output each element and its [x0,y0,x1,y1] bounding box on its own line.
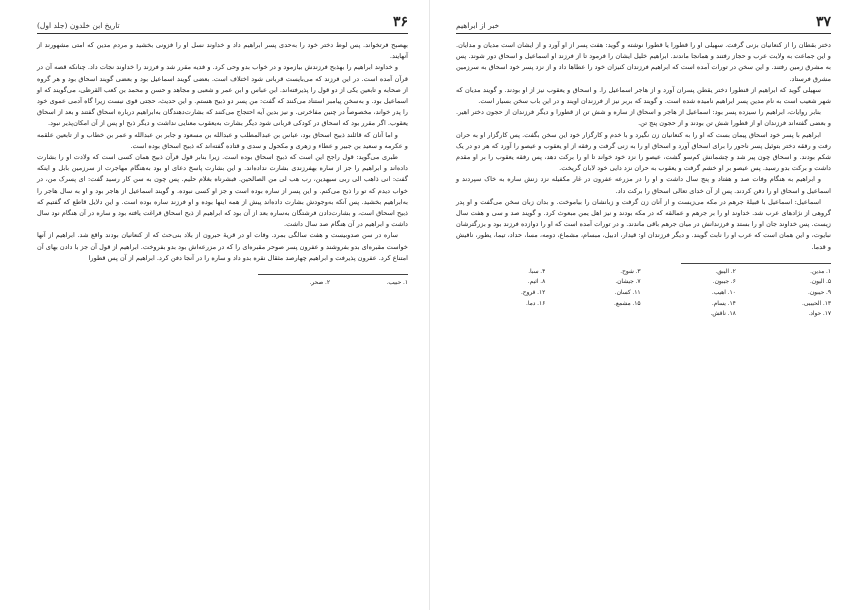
paragraph: بهصبح فرتخواند. پس لوط دختر خود را به‌حدی پسر ابراهیم داد و خداوند نسل او را فزونی بخشید و مردم مدین که امتی مشهورند از آنهایند. [37,41,408,61]
footnotes [456,268,831,320]
left-page [1,0,430,610]
footnote: ۱۳. الحیبیی. [802,300,831,307]
footnote: ۱. حبیب. [386,280,408,287]
paragraph: و ابراهیم به هنگام وفات صد و هفتاد و پنج سال داشت و او را در مزرعه عفرون در غار مکفیله نزد زنش ساره به خاک سپردند و اسماعیل و اسحاق او را دفن کردند. پس از آن خدای تعالی اسحاق را برکت داد. [456,175,831,195]
right-page [430,0,859,610]
footnote: ۱. مدین. [810,268,831,275]
page-number: ۳۷ [815,14,831,30]
footnote: ۷. جیشان. [615,279,641,286]
paragraph: ابراهیم با پسر خود اسحاق پیمان بست که او را به کنعانیان زن نگیرد و با خدم و کارگزار خود این سخن بگفت. پس کارگزار او به حران رفت و رفقه دختر بتوئیل پسر ناحور را برای اسحاق آورد و اسحاق او را به زنی گرفت و رفقه از او یعقوب و عیصو را آورد که هر دو در یک شکم بودند. و اسحاق چون پیر شد و چشمانش کم‌سو گشت، عیصو را نزد خود خواند تا او را برکت دهد، پس رفقه یعقوب را بر او مقدم داشت و برکت بدو رسید. پس عیصو بر او خشم گرفت و یعقوب به حران نزد دایی خود لابان گریخت. [456,130,831,173]
footnote: ۱۷. حواد. [808,311,831,318]
paragraph: سهیلی گوید که ابراهیم از قنطورا دختر یقطن پسران آورد و از هاجر اسماعیل را. و اسحاق و یعقوب نیز از او بودند. و گویند مدیان که شهر شعیب است به نام مدین پسر ابراهیم نامیده شده است. و گویند که بربر نیز از فرزندان اویند و در این باب سخن بسیار است. [456,85,831,106]
paragraph: و اما آنان که قائلند ذبیح اسحاق بود، عباس بن عبدالمطلب و عبدالله بن مسعود و جابر بن عبدالله و عمر بن خطاب و از تابعین علقمه و عکرمه و سعید بن جبیر و عطاء و زهری و مکحول و سدی و قتاده گفته‌اند که ذبیح اسحاق بوده است. [37,130,408,150]
paragraph: دختر بقطان را از کنعانیان بزنی گرفت. سهیلی او را قطورا یا قطورا نوشته و گوید: هفت پسر از او آورد و از ایشان است مدیان و مدایان. و این جماعت به ولایت عرب و حجاز رفتند و همانجا ماندند. ابراهیم خلیل ایشان را فرمود تا از فرزند او اسماعیل و اسحاق دور شوند. پس به مشرق زمین رفتند. و این سخن در تورات آمده است که ابراهیم فرزندان کنیزان خود را عطاها داد و از نزد پسر خود اسحاق به سرزمین مشرق فرستاد. [456,41,831,83]
footnote: ۳. شوح. [620,268,641,275]
footnote: ۱۱. کسان. [614,290,641,297]
footnotes [258,279,408,289]
footnote: ۹. حیبون. [808,290,831,297]
paragraph: بنابر روایات، ابراهیم را سیزده پسر بود: اسماعیل از هاجر و اسحاق از ساره و شش تن از قطورا و دیگر فرزندان از حجون دختر اهیر. و بعضی گفته‌اند فرزندان او از قطورا شش تن بودند و از حجون پنج تن. [456,108,831,128]
footnote: ۸. اثیم. [527,279,546,286]
footnote: ۵. الیون. [809,279,831,286]
paragraph: ساره در سن صدوبیست و هفت سالگی بمرد. وفات او در قریهٔ حبرون از بلاد بنی‌حث که از کنعانیان بودند واقع شد. ابراهیم از آنها خواست مقبره‌ای بدو بفروشند و عفرون پسر صوحر مقبره‌ای را که در مزرعه‌اش بود بدو بفروخت. ابراهیم از قول آن جز با دادن بهای آن امتناع کرد. عفرون پذیرفت و ابراهیم چهارصد مثقال نقره بدو داد و ساره را در آنجا دفن کرد. ابراهیم از آن پس قطورا [37,231,408,262]
footnote: ۲. الیبق. [715,268,736,275]
page-number: ۳۶ [392,14,408,30]
footnote: ۱۴. یسام. [711,300,736,307]
footnote: ۱۸. ناقش. [710,311,736,318]
footnote: ۲. صحر. [309,280,330,287]
page-header [456,14,831,34]
footnote-divider [258,274,408,275]
paragraph: طبری می‌گوید: قول راجح این است که ذبیح اسحاق بوده است. زیرا بنابر قول قرآن ذبیح همان کسی است که ولادت او را بشارت داده‌اند و ابراهیم را جز از ساره بهفرزندی بشارت نداده‌اند. و این بشارت پاسخ دعای او بود به‌هنگام مهاجرت از سرزمین بابل و اینکه گفت: انی ذاهب الی ربی سیهدین، رب هب لی من الصالحین. فبشرناه بغلام حلیم. پس چون به سن کار رسید گفت: ای پسرک من، در خواب دیدم که تو را ذبح می‌کنم. و این پسر از ساره بوده است و جز او کسی نبوده. و گویند اسماعیل از هاجر بود و او به سال هاجر را به‌ابراهیم بخشید. پس آنکه به‌وجودش بشارت داده‌اند پیش از همه اینها بوده و او فرزند ساره بوده است. و این دلایل قاطع که گفتیم که ذبیح اسحاق است، و بشارت‌دادن فرشتگان به‌ساره بعد از آن بود که ابراهیم از ذبح اسحاق فراغت یافته بود و ساره در آن هنگام نود سال داشت و ابراهیم در آن هنگام صد سال داشت. [37,153,408,229]
footnote: ۱۵. مشمع. [614,300,641,307]
footnote: ۱۰. اهیب. [711,290,736,297]
running-title: تاریخ ابن خلدون (جلد اول) [37,21,120,30]
footnote: ۱۲. قروح. [520,290,546,297]
footnote: ۴. سبا. [528,268,546,275]
running-title: خبر از ابراهیم [456,21,500,30]
page-body [456,40,831,253]
footnote: ۱۶. دما. [526,300,546,307]
book-gutter [429,0,430,610]
footnote: ۶. جیبون. [712,279,736,286]
page-body [37,40,408,264]
paragraph: اسماعیل: اسماعیل با قبیلهٔ جرهم در مکه می‌زیست و از آنان زن گرفت و زبانشان را بیاموخت. و بدان زبان سخن می‌گفت و او پدر گروهی از نژادهای عرب شد. خداوند او را بر جرهم و عمالقه که در مکه بودند و نیز اهل یمن مبعوث کرد. و گویند صد و سی و هفت سال زیست. پس خداوند جان او را بستد و فرزندانش در میان جرهم باقی ماندند. و در تورات آمده است که او را دوازده فرزند بود و بزرگترشان نبایوت، و این همان است که عرب او را نابت گویند. و دیگر فرزندان او: قیدار، ادبیل، مبسام، مشماع، دومه، مسا، حداد، تیما، یطور، نافیش و قدما. [456,197,831,251]
page-header [37,14,408,34]
footnote-divider [681,263,831,264]
paragraph: و خداوند ابراهیم را بهذبح فرزندش بیازمود و در خواب بدو وحی کرد. و فدیه مقرر شد و فرزند را خداوند نجات داد. چنانکه قصه آن در قرآن آمده است. در این فرزند که می‌بایست قربانی شود اختلاف است. بعضی گویند اسماعیل بود و بعضی گویند اسحاق بود و هر گروه از صحابه و تابعین یکی از دو قول را پذیرفته‌اند. ابن عباس و ابن عمر و شعبی و مجاهد و حسن و محمد بن کعب القرظی، می‌گویند که او اسماعیل بود. و به‌سخن پیامبر استناد می‌کنند که گفت: من پسر دو ذبیح هستم. و این حدیث، حجتی قوی نیست زیرا گاه آدمی عموی خود را پدر خواند، مخصوصاً در چنین مفاخرتی. و نیز بدین آیه احتجاج می‌کنند که بشارت‌دهندگان به‌ابراهیم درباره اسحاق گفتند و بعد از اسحاق یعقوب. اگر مقرر بود که اسحاق در کودکی قربانی شود دیگر بشارت به‌یعقوب معنایی نداشت و دیگر ذبح او پس از آن امکان‌پذیر نبود. [37,63,408,128]
